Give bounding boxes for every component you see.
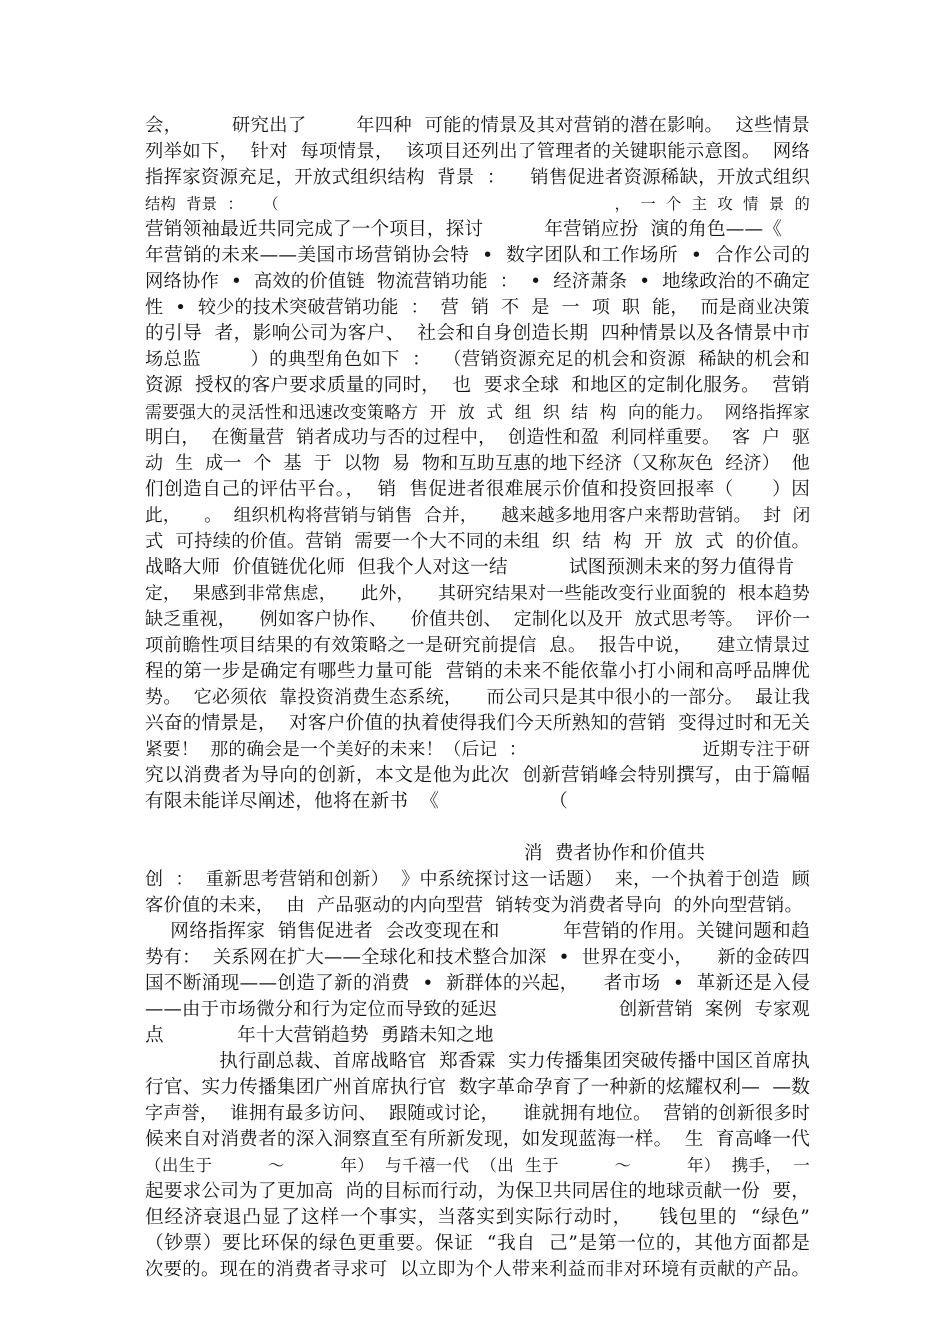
text-line: 的引导 者，影响公司为客户、 社会和自身创造长期 四种情景以及各情景中市 [145,323,810,344]
text-line: 动 生 成一 个 基 于 以物 易 物和互助互惠的地下经济（又称灰色 经济） 他 [145,453,810,474]
text-line: 会， 研究出了 年四种 可能的情景及其对营销的潜在影响。 这些情景 [145,115,810,136]
text-line: 们创造自己的评估平台。， 销 售促进者很难展示价值和投资回报率（ ）因 [145,479,810,500]
text-line: 需要强大的灵活性和迅速改变策略方 开 放 式 组 织 结 构 向的能力。 网络指挥家 [145,402,810,422]
text-line: 明白， 在衡量营 销者成功与否的过程中， 创造性和盈 利同样重要。 客 户 驱 [145,427,811,448]
text-line: 战略大师 价值链优化师 但我个人对这一结 试图预测未来的努力值得肯 [145,557,795,578]
text-line: 点 年十大营销趋势 勇踏未知之地 [145,1025,494,1046]
text-line: 网络指挥家 销售促进者 会改变现在和 年营销的作用。关键问题和趋 [145,921,810,942]
text-line: 字声誉， 谁拥有最多访问、 跟随或讨论， 谁就拥有地位。 营销的创新很多时 [145,1103,810,1124]
text-line: 势。 它必须依 靠投资消费生态系统， 而公司只是其中很小的一部分。 最让我 [145,687,810,708]
text-line: 行官、实力传播集团广州首席执行官 数字革命孕育了一种新的炫耀权利— —数 [145,1077,810,1098]
text-line: 次要的。现在的消费者寻求可 以立即为个人带来利益而非对环境有贡献的产品。 [145,1259,810,1280]
text-line: 项前瞻性项目结果的有效策略之一是研究前提信 息。 报告中说， 建立情景过 [145,635,810,656]
text-line: 网络协作 • 高效的价值链 物流营销功能 ： • 经济萧条 • 地缘政治的不确定 [145,271,811,292]
text-line: 消 费者协作和价值共 [145,843,706,864]
text-line: 定， 果感到非常焦虑， 此外， 其研究结果对一些能改变行业面貌的 根本趋势 [145,584,810,604]
text-line: 指挥家资源充足，开放式组织结构 背景 ： 销售促进者资源稀缺，开放式组织 [145,167,810,188]
text-line: 紧要！ 那的确会是一个美好的未来！（后记 ： 近期专注于研 [145,740,810,760]
text-line: 执行副总裁、首席战略官 郑香霖 实力传播集团突破传播中国区首席执 [145,1051,810,1072]
text-line: 起要求公司为了更加高 尚的目标而行动，为保卫共同居住的地球贡献一份 要， [145,1181,810,1202]
text-line: 国不断涌现——创造了新的消费 • 新群体的兴起， 者市场 • 革新还是入侵 [145,973,810,994]
text-line: 创 ： 重新思考营销和创新） 》中系统探讨这一话题） 来，一个执着于创造 顾 [145,869,810,890]
text-line: 兴奋的情景是， 对客户价值的执着使得我们今天所熟知的营销 变得过时和无关 [145,713,810,734]
text-line: 势有： 关系网在扩大——全球化和技术整合加深 • 世界在变小， 新的金砖四 [145,947,810,968]
text-line: 候来自对消费者的深入洞察直至有所新发现，如发现蓝海一样。 生 育高峰一代 [145,1129,810,1150]
text-line: 列举如下， 针对 每项情景， 该项目还列出了管理者的关键职能示意图。 网络 [145,141,810,162]
text-line: 式 可持续的价值。营销 需要一个大不同的未组 织 结 构 开 放 式 的价值。 [145,531,810,552]
text-line: 究以消费者为导向的创新，本文是他为此次 创新营销峰会特别撰写，由于篇幅 [145,765,810,786]
text-line: （出生于 ～ 年） 与千禧一代 （出 生于 ～ 年） 携手， 一 [145,1156,810,1175]
text-line: 缺乏重视， 例如客户协作、 价值共创、 定制化以及开 放式思考等。 评价一 [145,609,811,630]
text-line: 资源 授权的客户要求质量的同时， 也 要求全球 和地区的定制化服务。 营销 [145,375,810,396]
text-line: 性 • 较少的技术突破营销功能 ： 营 销 不 是 一 项 职 能， 而是商业决策 [145,297,810,318]
text-line: 结构 背景 ： （ ， 一 个 主 攻 情 景 的 [145,195,810,213]
text-line: ——由于市场微分和行为定位而导致的延迟 创新营销 案例 专家观 [145,999,810,1020]
text-line: 场总监 ）的典型角色如下 ： （营销资源充足的机会和资源 稀缺的机会和 [145,349,810,370]
text-line [145,815,810,841]
text-line: 有限未能详尽阐述，他将在新书 《 （ [145,791,568,812]
text-line: 但经济衰退凸显了这样一个事实，当落实到实际行动时， 钱包里的 “绿色” [145,1207,810,1228]
text-line: 此， 。 组织机构将营销与销售 合并， 越来越多地用客户来帮助营销。 封 闭 [145,506,811,526]
text-line: 程的第一步是确定有哪些力量可能 营销的未来不能依靠小打小闹和高呼品牌优 [145,661,810,682]
text-line: 年营销的未来——美国市场营销协会特 • 数字团队和工作场所 • 合作公司的 [145,245,810,266]
text-line: 营销领袖最近共同完成了一个项目，探讨 年营销应扮 演的角色——《 [145,219,783,240]
text-line: 客价值的未来， 由 产品驱动的内向型营 销转变为消费者导向 的外向型营销。 [145,895,803,916]
text-line: （钞票）要比环保的绿色更重要。保证 “我自 己”是第一位的，其他方面都是 [145,1233,810,1254]
